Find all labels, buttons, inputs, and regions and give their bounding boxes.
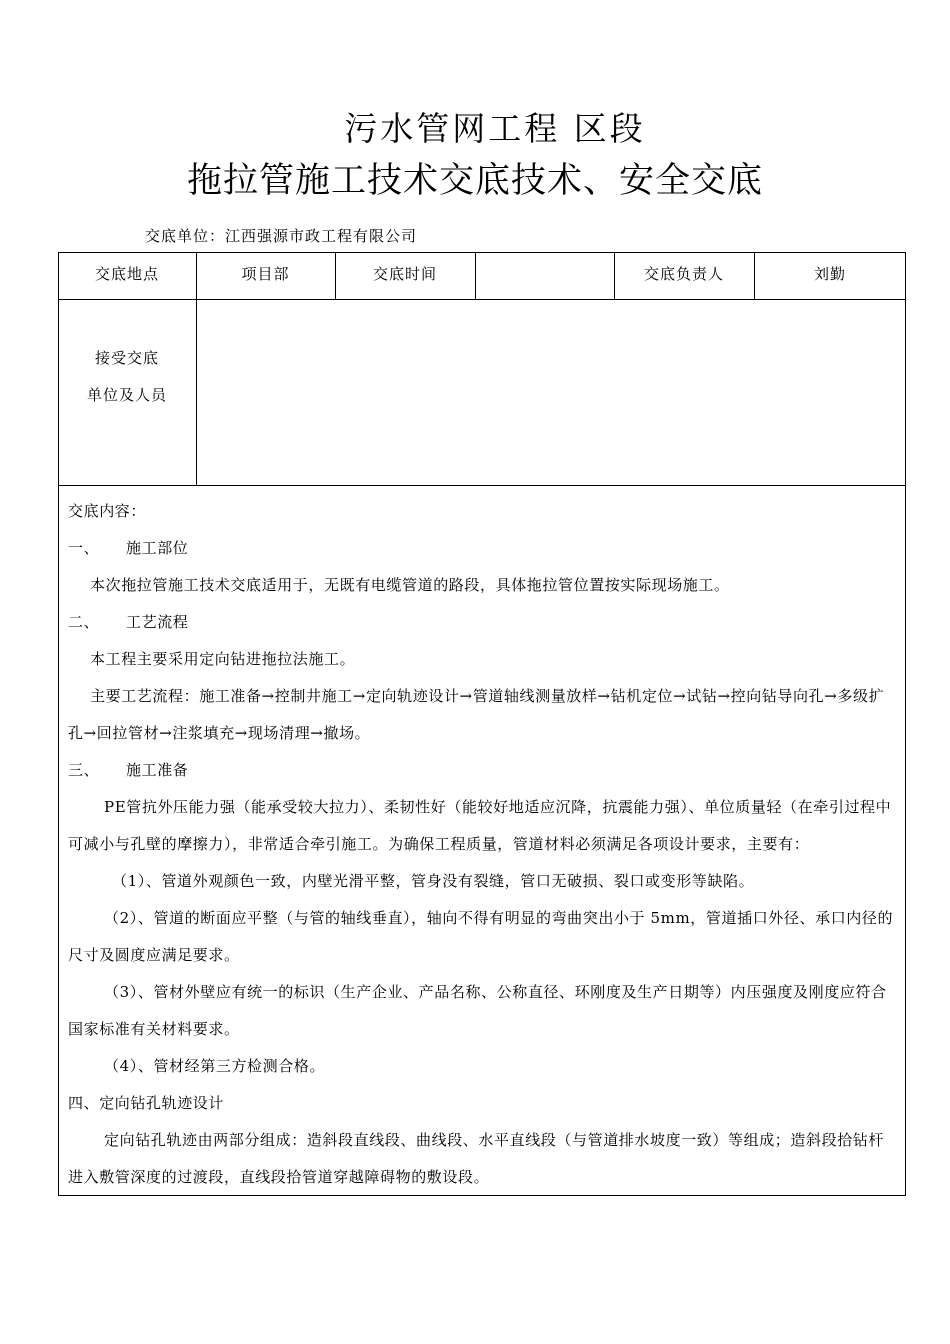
time-label: 交底时间 (372, 265, 437, 283)
section-1-paragraph: 本次拖拉管施工技术交底适用于，无既有电缆管道的路段，具体拖拉管位置按实际现场施工。 (90, 576, 730, 594)
section-3-title: 施工准备 (126, 761, 189, 779)
requirement-item-1: （1）、管道外观颜色一致，内壁光滑平整，管身没有裂缝，管口无破损、裂口或变形等缺陷。 (112, 872, 755, 890)
document-title: 污水管网工程 区段 (344, 109, 646, 148)
section-4-heading: 四、定向钻孔轨迹设计 (68, 1094, 225, 1112)
section-2-paragraph: 本工程主要采用定向钻进拖拉法施工。 (90, 650, 356, 668)
issuing-unit: 交底单位：江西强源市政工程有限公司 (145, 227, 418, 245)
requirement-item-4: （4）、管材经第三方检测合格。 (104, 1057, 326, 1075)
row-divider (58, 485, 906, 486)
process-flow-paragraph: 主要工艺流程：施工准备→控制井施工→定向轨迹设计→管道轴线测量放样→钻机定位→试钻→控向钻导向孔→多级扩孔→回拉管材→注浆填充→现场清理→撤场。 (68, 687, 885, 742)
location-value: 项目部 (241, 265, 290, 283)
section-1-heading (68, 530, 898, 567)
receiver-label-line1: 接受交底 (94, 349, 159, 367)
responsible-value: 刘勤 (813, 265, 846, 283)
content-heading: 交底内容： (68, 502, 147, 520)
document-subtitle: 拖拉管施工技术交底技术、安全交底 (186, 161, 763, 201)
section-3-heading (68, 752, 898, 789)
section-2-title: 工艺流程 (126, 613, 189, 631)
section-2-number: 二、 (68, 613, 100, 631)
receiver-label (58, 340, 196, 414)
location-label: 交底地点 (94, 265, 159, 283)
column-divider (196, 252, 197, 485)
section-1-number: 一、 (68, 539, 100, 557)
section-4-paragraph: 定向钻孔轨迹由两部分组成：造斜段直线段、曲线段、水平直线段（与管道排水坡度一致）等组成；造斜段拾钻杆进入敷管深度的过渡段，直线段拾管道穿越障碍物的敷设段。 (68, 1131, 885, 1186)
section-2-heading (68, 604, 898, 641)
row-divider (58, 299, 906, 300)
column-divider (475, 252, 476, 299)
section-3-paragraph: PE管抗外压能力强（能承受较大拉力）、柔韧性好（能较好地适应沉降，抗震能力强）、单位质量轻（在牵引过程中可减小与孔壁的摩擦力），非常适合牵引施工。为确保工程质量，管道材料必须满足各项设计要求，主要有： (68, 798, 892, 853)
receiver-label-line2: 单位及人员 (86, 386, 167, 404)
section-1-title: 施工部位 (126, 539, 189, 557)
briefing-content (68, 493, 898, 1196)
requirement-item-3: （3）、管材外壁应有统一的标识（生产企业、产品名称、公称直径、环刚度及生产日期等）内压强度及刚度应符合国家标准有关材料要求。 (68, 983, 887, 1038)
section-3-number: 三、 (68, 761, 100, 779)
requirement-item-2: （2）、管道的断面应平整（与管的轴线垂直），轴向不得有明显的弯曲突出小于 5mm，管道插口外径、承口内径的尺寸及圆度应满足要求。 (68, 909, 894, 964)
responsible-label: 交底负责人 (643, 265, 724, 283)
